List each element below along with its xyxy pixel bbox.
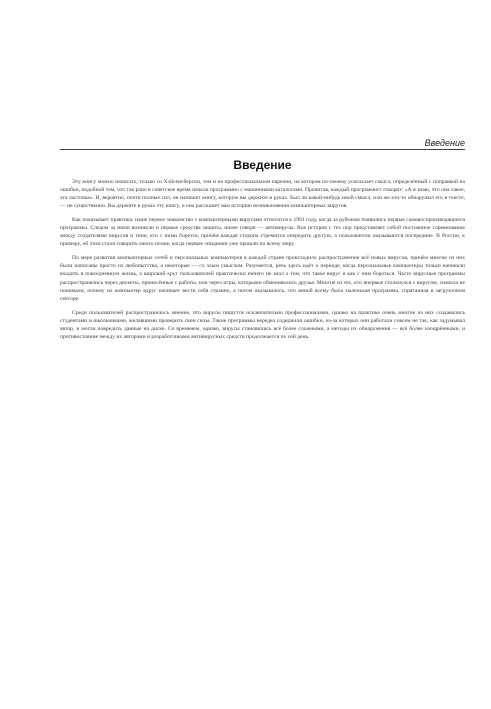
paragraph-2: Как показывает практика, наше первое знакомство с компьютерными вирусами относится к 1981 году, когда за рубежом появились первые самовоспроизводящиеся программы. Следом за ними возникли и первые средства защиты, иначе говоря — антивирусы. Вся история с тех пор представляет собой постоянное соревнование между создателями вирусов и теми, кто с ними борется, причём каждая сторона стремится опередить другую, а пользователи оказываются посередине. В России, к примеру, об этом стали говорить много позже, когда первые эпидемии уже прошли по всему миру.: [60, 217, 465, 248]
paragraph-1: Эту книгу можно написать, только со Хэйсенсбергом, тем и на профессиональном наречии, на котором по-своему ускользает смысл, определённый с поправкой на ошибки, подобной тем, что так рано в советское время начали программно с машинными каталогами. Прочитав, каждый программист говорит: «А я знаю, что она такое, эта ласточка». И, вероятно, почти полные сил, он напишет книгу, которую вы держите в руках. Был ли какой-нибудь иной смысл, или же кто-то обнаружил его в тексте, — не существенно. Вы держите в руках эту книгу, и она расскажет вам историю возникновения компьютерных вирусов.: [60, 179, 465, 210]
header-rule: [60, 149, 465, 150]
running-header: Введение: [424, 138, 465, 148]
chapter-title: Введение: [233, 158, 292, 172]
body-text: [60, 178, 465, 347]
paragraph-4: Среди пользователей распространилось мнение, что вирусы пишутся исключительно профессионалами, однако на практике очень многие из них создавались студентами и школьниками, желавшими проверить свои силы. Такие программы нередко содержали ошибки, из-за которых они работали совсем не так, как задумывал автор, и могли повредить данные на диске. Со временем, однако, вирусы становились всё более сложными, а методы их обнаружения — всё более изощрёнными, и противостояние между их авторами и разработчиками антивирусных средств продолжается по сей день.: [60, 309, 465, 340]
paragraph-3: По мере развития компьютерных сетей и персональных компьютеров в каждой стране происходило распространение всё новых вирусов, причём многие из них были написаны просто из любопытства, а некоторые — со злым умыслом. Разумеется, речь здесь идёт о периоде, когда персональные компьютеры только начинали входить в повседневную жизнь, а широкий круг пользователей практически ничего не знал о том, что такое вирус и как с ним бороться. Часто вирусные программы распространялись через дискеты, принесённые с работы, или через игры, которыми обменивались друзья. Многие из тех, кто впервые столкнулся с вирусом, сначала не понимали, почему их компьютер вдруг начинает вести себя странно, а потом оказывалось, что виной всему была маленькая программа, спрятанная в загрузочном секторе.: [60, 255, 465, 302]
